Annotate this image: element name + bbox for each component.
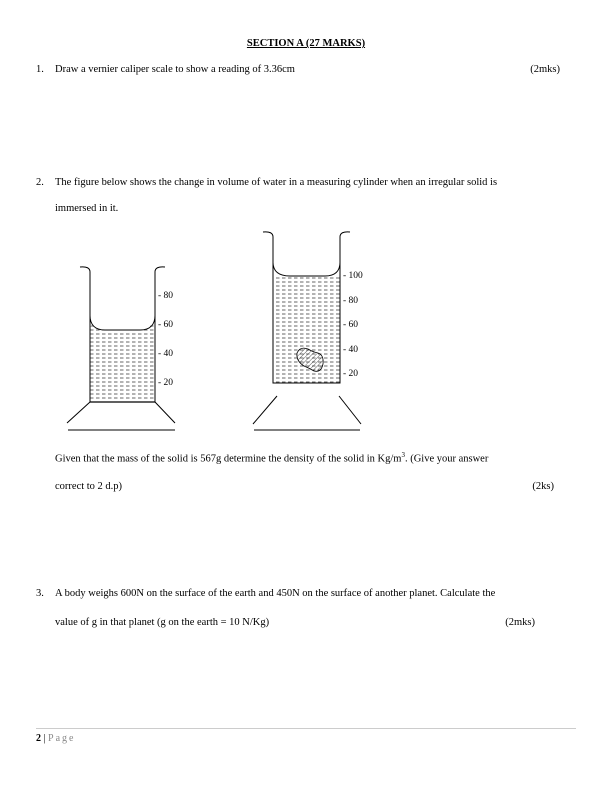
question-2-marks: (2ks) <box>532 481 554 492</box>
cylinder-after <box>253 232 363 430</box>
question-1-number: 1. <box>36 64 44 75</box>
followup-text: . (Give your answer <box>404 453 489 465</box>
question-2-followup-line1 <box>55 451 488 465</box>
question-2-number: 2. <box>36 177 44 188</box>
question-3-number: 3. <box>36 588 44 599</box>
question-1-text: Draw a vernier caliper scale to show a reading of 3.36cm <box>55 64 295 75</box>
scale-label: - 100 <box>343 271 363 281</box>
page-footer <box>36 733 75 744</box>
followup-text: Given that the mass of the solid is 567g determine the density of the solid in Kg/m <box>55 453 402 465</box>
question-2-followup-line2: correct to 2 d.p) <box>55 481 123 492</box>
scale-label: - 60 <box>343 320 359 330</box>
cylinder-before <box>67 267 175 430</box>
page-label: Page <box>48 733 76 744</box>
scale-label: - 80 <box>158 291 174 301</box>
scale-label: - 60 <box>158 320 174 330</box>
scale-label: - 40 <box>343 345 359 355</box>
scale-label: - 80 <box>343 296 359 306</box>
question-2-text-line1: The figure below shows the change in volume of water in a measuring cylinder when an irregular solid is <box>55 177 498 188</box>
question-1-marks: (2mks) <box>530 64 560 75</box>
footer-separator: | <box>43 733 46 744</box>
question-3-text-line2: value of g in that planet (g on the earth = 10 N/Kg) <box>55 617 270 628</box>
superscript: 3 <box>401 451 405 459</box>
question-2-text-line2: immersed in it. <box>55 203 119 214</box>
scale-label: - 20 <box>158 378 174 388</box>
footer-divider <box>36 728 576 729</box>
question-3-marks: (2mks) <box>505 617 535 628</box>
section-title: SECTION A (27 MARKS) <box>246 38 366 49</box>
page-number: 2 <box>36 733 41 744</box>
scale-label: - 40 <box>158 349 174 359</box>
scale-label: - 20 <box>343 369 359 379</box>
question-3-text-line1: A body weighs 600N on the surface of the earth and 450N on the surface of another planet. Calculate the <box>55 588 496 599</box>
